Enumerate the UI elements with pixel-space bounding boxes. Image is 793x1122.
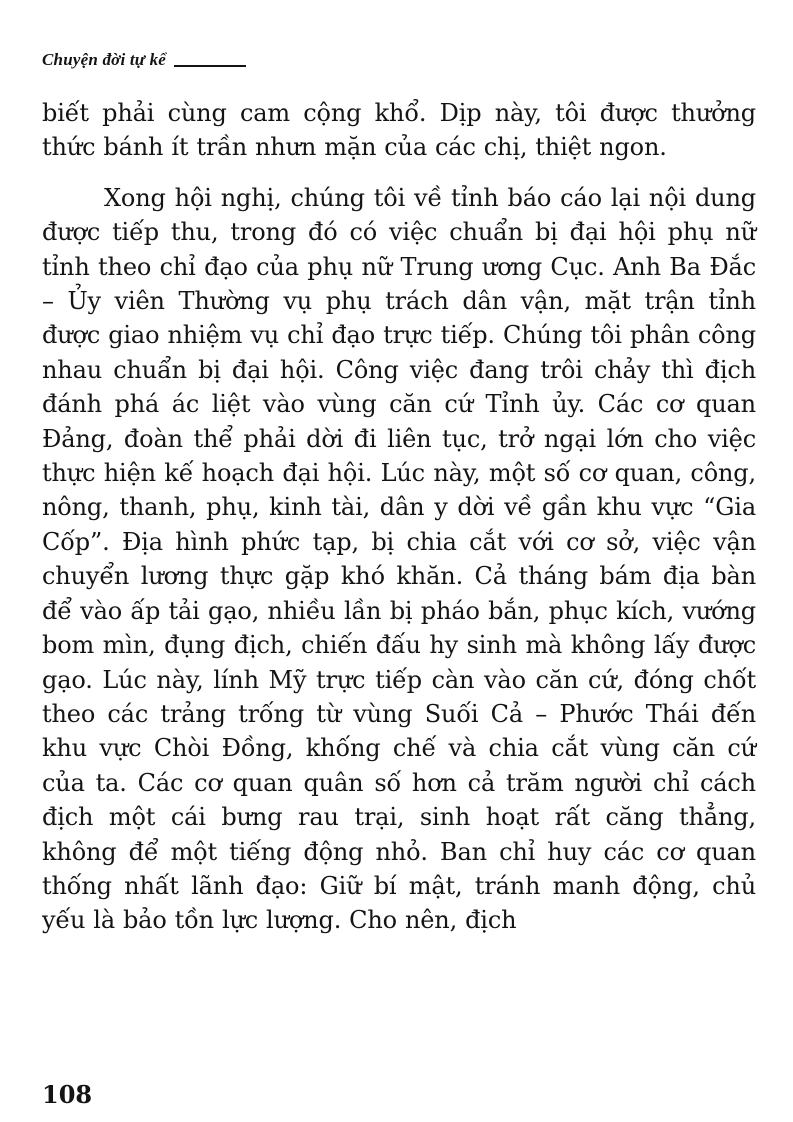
body-text [42,96,756,938]
running-header-rule [174,65,246,67]
paragraph-continued: biết phải cùng cam cộng khổ. Dịp này, tôi được thưởng thức bánh ít trần nhưn mặn của các chị, thiệt ngon. [42,99,756,162]
running-header [42,48,246,70]
running-header-title: Chuyện đời tự kể [42,50,167,69]
page-number: 108 [42,1080,93,1109]
paragraph: Xong hội nghị, chúng tôi về tỉnh báo cáo lại nội dung được tiếp thu, trong đó có việc chuẩn bị đại hội phụ nữ tỉnh theo chỉ đạo của phụ nữ Trung ương Cục. Anh Ba Đắc – Ủy viên Thường vụ phụ trách dân vận, mặt trận tỉnh được giao nhiệm vụ chỉ đạo trực tiếp. Chúng tôi phân công nhau chuẩn bị đại hội. Công việc đang trôi chảy thì địch đánh phá ác liệt vào vùng căn cứ Tỉnh ủy. Các cơ quan Đảng, đoàn thể phải dời đi liên tục, trở ngại lớn cho việc thực hiện kế hoạch đại hội. Lúc này, một số cơ quan, công, nông, thanh, phụ, kinh tài, dân y dời về gần khu vực “Gia Cốp”. Địa hình phức tạp, bị chia cắt với cơ sở, việc vận chuyển lương thực gặp khó khăn. Cả tháng bám địa bàn để vào ấp tải gạo, nhiều lần bị pháo bắn, phục kích, vướng bom mìn, đụng địch, chiến đấu hy sinh mà không lấy được gạo. Lúc này, lính Mỹ trực tiếp càn vào căn cứ, đóng chốt theo các trảng trống từ vùng Suối Cả – Phước Thái đến khu vực Chòi Đồng, khống chế và chia cắt vùng căn cứ của ta. Các cơ quan quân số hơn cả trăm người chỉ cách địch một cái bưng rau trại, sinh hoạt rất căng thẳng, không để một tiếng động nhỏ. Ban chỉ huy các cơ quan thống nhất lãnh đạo: Giữ bí mật, tránh manh động, chủ yếu là bảo tồn lực lượng. Cho nên, địch [42,183,756,935]
